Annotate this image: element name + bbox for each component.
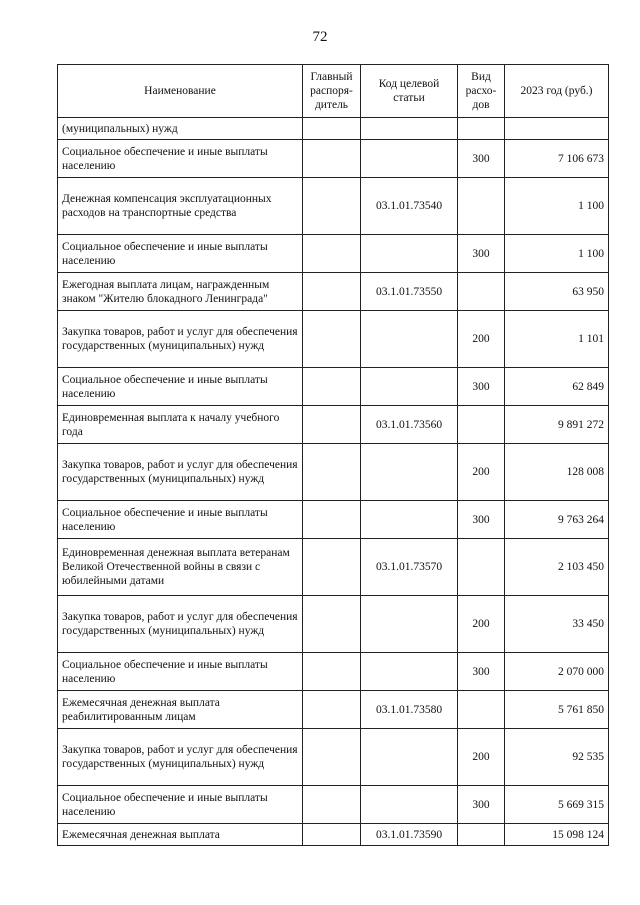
row-type-cell: 200 (458, 311, 505, 368)
row-type-cell (458, 118, 505, 140)
row-amount-cell: 128 008 (505, 444, 609, 501)
row-name-cell: Социальное обеспечение и иные выплаты населению (58, 368, 303, 406)
row-code-cell (361, 118, 458, 140)
row-manager-cell (303, 273, 361, 311)
row-amount-cell: 33 450 (505, 596, 609, 653)
row-manager-cell (303, 729, 361, 786)
row-name-cell: Социальное обеспечение и иные выплаты населению (58, 235, 303, 273)
row-manager-cell (303, 368, 361, 406)
row-manager-cell (303, 311, 361, 368)
row-amount-cell: 2 103 450 (505, 539, 609, 596)
table-row (58, 406, 609, 444)
page-number: 72 (312, 29, 328, 45)
header-expense-type: Вид расхо-дов (458, 65, 505, 118)
row-amount-cell: 5 761 850 (505, 691, 609, 729)
row-code-cell: 03.1.01.73560 (361, 406, 458, 444)
row-amount-cell: 63 950 (505, 273, 609, 311)
table-row (58, 118, 609, 140)
row-manager-cell (303, 178, 361, 235)
header-manager: Главный распоря-дитель (303, 65, 361, 118)
table-row (58, 596, 609, 653)
row-amount-cell: 62 849 (505, 368, 609, 406)
row-type-cell (458, 824, 505, 846)
row-type-cell (458, 406, 505, 444)
table-row (58, 235, 609, 273)
budget-table (57, 64, 609, 846)
row-amount-cell: 9 891 272 (505, 406, 609, 444)
row-type-cell: 300 (458, 653, 505, 691)
table-row (58, 311, 609, 368)
row-type-cell: 200 (458, 596, 505, 653)
row-name-cell: Единовременная денежная выплата ветеранам Великой Отечественной войны в связи с юбилейными датами (58, 539, 303, 596)
row-type-cell: 300 (458, 786, 505, 824)
table-row (58, 824, 609, 846)
row-name-cell: Социальное обеспечение и иные выплаты населению (58, 653, 303, 691)
row-manager-cell (303, 653, 361, 691)
row-name-cell: Денежная компенсация эксплуатационных расходов на транспортные средства (58, 178, 303, 235)
row-manager-cell (303, 596, 361, 653)
table-row (58, 273, 609, 311)
row-manager-cell (303, 824, 361, 846)
row-name-cell: Закупка товаров, работ и услуг для обеспечения государственных (муниципальных) нужд (58, 444, 303, 501)
row-amount-cell: 7 106 673 (505, 140, 609, 178)
row-manager-cell (303, 786, 361, 824)
row-code-cell (361, 501, 458, 539)
table-row (58, 653, 609, 691)
row-amount-cell: 1 100 (505, 178, 609, 235)
row-name-cell: Единовременная выплата к началу учебного года (58, 406, 303, 444)
row-type-cell: 300 (458, 501, 505, 539)
row-manager-cell (303, 118, 361, 140)
row-amount-cell: 2 070 000 (505, 653, 609, 691)
row-code-cell (361, 235, 458, 273)
row-name-cell: Социальное обеспечение и иные выплаты населению (58, 786, 303, 824)
row-name-cell: (муниципальных) нужд (58, 118, 303, 140)
header-name: Наименование (58, 65, 303, 118)
row-code-cell: 03.1.01.73570 (361, 539, 458, 596)
row-manager-cell (303, 140, 361, 178)
row-type-cell: 300 (458, 368, 505, 406)
row-manager-cell (303, 406, 361, 444)
table-row (58, 729, 609, 786)
row-manager-cell (303, 501, 361, 539)
row-type-cell: 300 (458, 235, 505, 273)
table-row (58, 501, 609, 539)
row-code-cell (361, 368, 458, 406)
table-body (58, 118, 609, 846)
row-code-cell (361, 444, 458, 501)
row-amount-cell: 5 669 315 (505, 786, 609, 824)
row-amount-cell: 15 098 124 (505, 824, 609, 846)
row-manager-cell (303, 539, 361, 596)
row-amount-cell (505, 118, 609, 140)
table-row (58, 444, 609, 501)
row-type-cell (458, 178, 505, 235)
header-target-code: Код целевой статьи (361, 65, 458, 118)
row-name-cell: Закупка товаров, работ и услуг для обеспечения государственных (муниципальных) нужд (58, 311, 303, 368)
row-code-cell (361, 311, 458, 368)
table-row (58, 140, 609, 178)
row-type-cell (458, 691, 505, 729)
row-amount-cell: 9 763 264 (505, 501, 609, 539)
header-amount: 2023 год (руб.) (505, 65, 609, 118)
row-amount-cell: 1 101 (505, 311, 609, 368)
row-manager-cell (303, 235, 361, 273)
table-row (58, 178, 609, 235)
row-code-cell (361, 653, 458, 691)
row-amount-cell: 92 535 (505, 729, 609, 786)
table-row (58, 539, 609, 596)
row-code-cell: 03.1.01.73550 (361, 273, 458, 311)
row-type-cell: 200 (458, 444, 505, 501)
row-name-cell: Ежегодная выплата лицам, награжденным знаком "Жителю блокадного Ленинграда" (58, 273, 303, 311)
row-code-cell: 03.1.01.73590 (361, 824, 458, 846)
row-name-cell: Закупка товаров, работ и услуг для обеспечения государственных (муниципальных) нужд (58, 596, 303, 653)
row-name-cell: Закупка товаров, работ и услуг для обеспечения государственных (муниципальных) нужд (58, 729, 303, 786)
row-type-cell: 200 (458, 729, 505, 786)
row-code-cell (361, 786, 458, 824)
table-row (58, 786, 609, 824)
row-name-cell: Ежемесячная денежная выплата (58, 824, 303, 846)
row-type-cell: 300 (458, 140, 505, 178)
row-code-cell: 03.1.01.73580 (361, 691, 458, 729)
row-type-cell (458, 273, 505, 311)
row-type-cell (458, 539, 505, 596)
row-code-cell (361, 729, 458, 786)
row-code-cell: 03.1.01.73540 (361, 178, 458, 235)
table-header (58, 65, 609, 118)
row-name-cell: Социальное обеспечение и иные выплаты населению (58, 140, 303, 178)
row-name-cell: Ежемесячная денежная выплата реабилитированным лицам (58, 691, 303, 729)
table-row (58, 691, 609, 729)
header-row (58, 65, 609, 118)
table-row (58, 368, 609, 406)
row-name-cell: Социальное обеспечение и иные выплаты населению (58, 501, 303, 539)
row-code-cell (361, 596, 458, 653)
row-amount-cell: 1 100 (505, 235, 609, 273)
row-manager-cell (303, 691, 361, 729)
row-code-cell (361, 140, 458, 178)
row-manager-cell (303, 444, 361, 501)
